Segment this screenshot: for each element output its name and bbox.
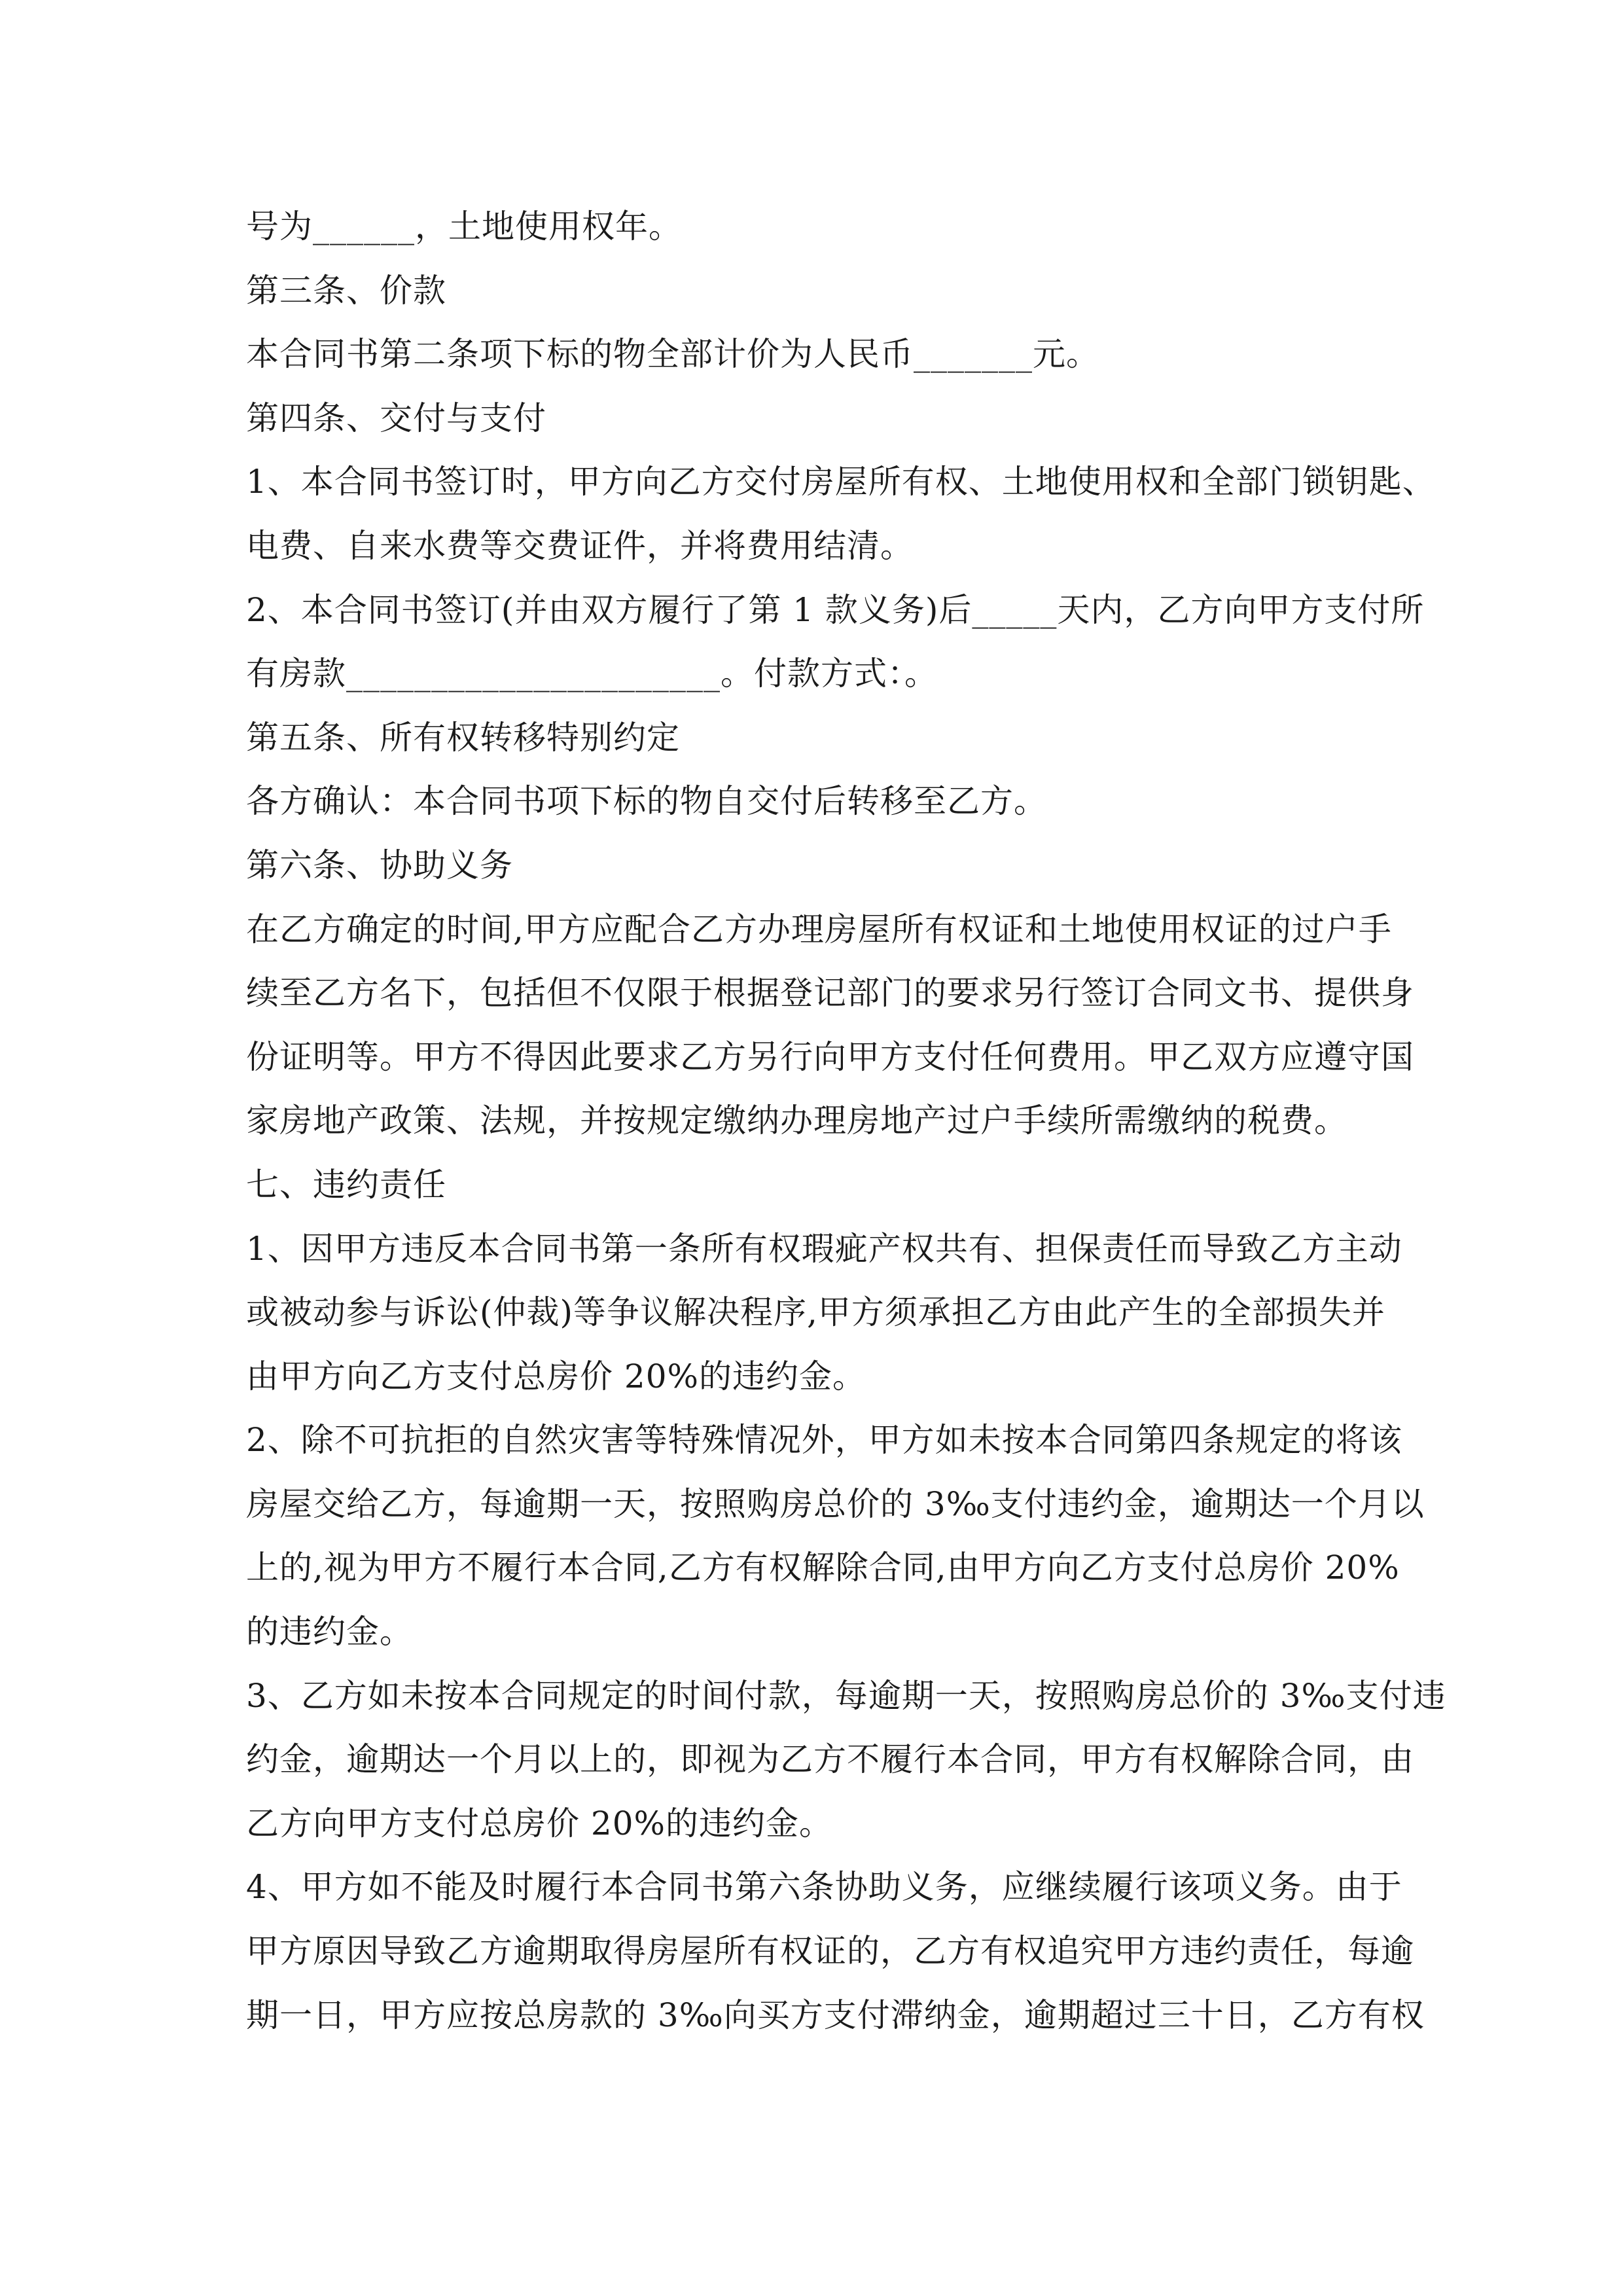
text-line: 房屋交给乙方，每逾期一天，按照购房总价的 3‰支付违约金，逾期达一个月以 <box>246 1484 1425 1523</box>
text-line: 1、本合同书签订时，甲方向乙方交付房屋所有权、土地使用权和全部门锁钥匙、 <box>246 463 1436 501</box>
text-line: 有房款______________________。付款方式：。 <box>246 655 938 693</box>
text-line: 电费、自来水费等交费证件，并将费用结清。 <box>246 526 914 565</box>
text-line: 甲方原因导致乙方逾期取得房屋所有权证的，乙方有权追究甲方违约责任，每逾 <box>246 1932 1414 1971</box>
section-heading-article-4: 第四条、交付与支付 <box>246 399 546 437</box>
text-line: 或被动参与诉讼(仲裁)等争议解决程序,甲方须承担乙方由此产生的全部损失并 <box>246 1293 1385 1332</box>
document-body <box>246 195 1446 2047</box>
text-line: 期一日，甲方应按总房款的 3‰向买方支付滞纳金，逾期超过三十日，乙方有权 <box>246 1996 1425 2034</box>
text-line: 号为______，土地使用权年。 <box>246 207 682 245</box>
text-line: 1、因甲方违反本合同书第一条所有权瑕疵产权共有、担保责任而导致乙方主动 <box>246 1229 1402 1268</box>
text-line: 2、本合同书签订(并由双方履行了第 1 款义务)后_____天内，乙方向甲方支付所 <box>246 590 1425 629</box>
section-heading-article-5: 第五条、所有权转移特别约定 <box>246 718 680 757</box>
text-line: 4、甲方如不能及时履行本合同书第六条协助义务，应继续履行该项义务。由于 <box>246 1868 1402 1907</box>
text-line: 各方确认：本合同书项下标的物自交付后转移至乙方。 <box>246 782 1047 821</box>
section-heading-article-3: 第三条、价款 <box>246 271 446 310</box>
text-line: 上的,视为甲方不履行本合同,乙方有权解除合同,由甲方向乙方支付总房价 20% <box>246 1549 1400 1587</box>
text-line: 续至乙方名下，包括但不仅限于根据登记部门的要求另行签订合同文书、提供身 <box>246 974 1414 1013</box>
text-line: 2、除不可抗拒的自然灾害等特殊情况外，甲方如未按本合同第四条规定的将该 <box>246 1421 1402 1460</box>
text-line: 家房地产政策、法规，并按规定缴纳办理房地产过户手续所需缴纳的税费。 <box>246 1102 1347 1140</box>
text-line: 在乙方确定的时间,甲方应配合乙方办理房屋所有权证和土地使用权证的过户手 <box>246 910 1392 948</box>
section-heading-article-7: 七、违约责任 <box>246 1165 446 1204</box>
text-line: 本合同书第二条项下标的物全部计价为人民币_______元。 <box>246 335 1099 374</box>
text-line: 的违约金。 <box>246 1613 413 1651</box>
text-line: 乙方向甲方支付总房价 20%的违约金。 <box>246 1804 833 1842</box>
text-line: 3、乙方如未按本合同规定的时间付款，每逾期一天，按照购房总价的 3‰支付违 <box>246 1676 1446 1715</box>
text-line: 由甲方向乙方支付总房价 20%的违约金。 <box>246 1357 866 1395</box>
section-heading-article-6: 第六条、协助义务 <box>246 846 513 884</box>
text-line: 约金，逾期达一个月以上的，即视为乙方不履行本合同，甲方有权解除合同，由 <box>246 1740 1414 1779</box>
text-line: 份证明等。甲方不得因此要求乙方另行向甲方支付任何费用。甲乙双方应遵守国 <box>246 1037 1414 1076</box>
